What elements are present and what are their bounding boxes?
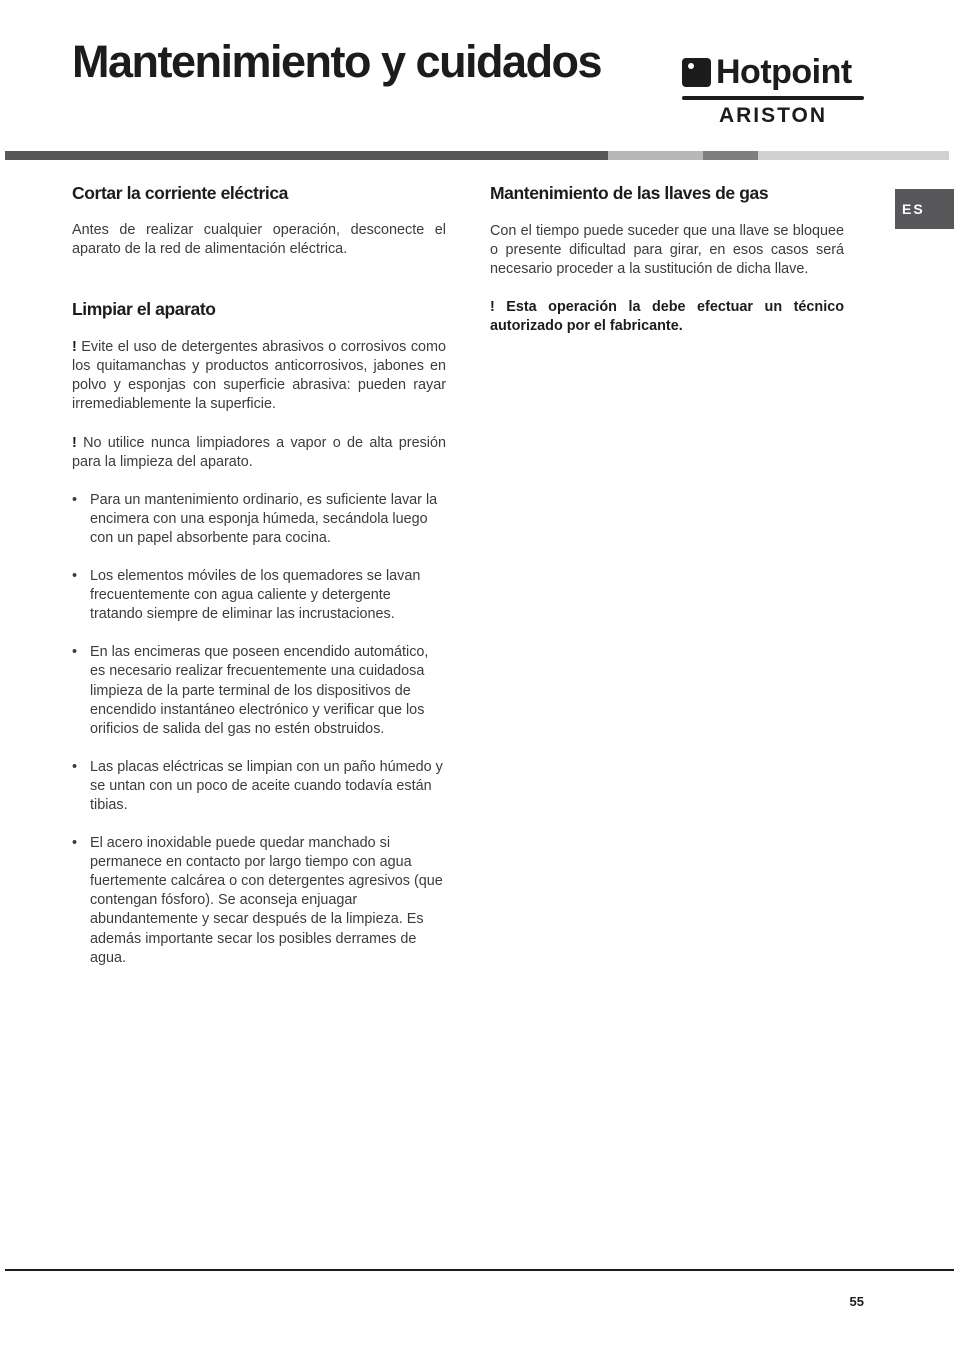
footer-rule (5, 1269, 954, 1271)
hotpoint-ariston-logo (682, 52, 864, 132)
warning-abrasives-text: Evite el uso de detergentes abrasivos o corrosivos como los quitamanchas y productos anticorrosivos, jabones en polvo y esponjas con superficie abrasiva: pueden rayar irremediablemente la superficie. (72, 339, 447, 413)
section-text-gas-taps: Con el tiempo puede suceder que una llave se bloquee o presente dificultad para girar, en esos casos será necesario proceder a la sustitución de dicha llave. (490, 223, 844, 278)
cleaning-list (72, 491, 446, 968)
page-title: Mantenimiento y cuidados (72, 36, 602, 87)
logo-rule (682, 96, 864, 100)
bar-segment-dark (5, 151, 608, 160)
header-color-bar (5, 151, 949, 160)
warning-icon: ! (72, 434, 77, 451)
warning-steam-text: No utilice nunca limpiadores a vapor o de alta presión para la limpieza del aparato. (72, 434, 446, 470)
right-column (490, 180, 844, 336)
list-item: • En las encimeras que poseen encendido automático, es necesario realizar frecuentemente una cuidadosa limpieza de la parte terminal de los dispositivos de encendido instantáneo electrónico y verificar que los orificios de salida del gas no estén obstruidos. (72, 643, 446, 738)
section-heading-cleaning: Limpiar el aparato (72, 299, 216, 320)
page-number: 55 (849, 1294, 864, 1309)
warning-abrasives (72, 338, 446, 414)
logo-wordmark: Hotpoint (716, 53, 852, 91)
section-text-power: Antes de realizar cualquier operación, desconecte el aparato de la red de alimentación eléctrica. (72, 222, 446, 258)
list-item: • Las placas eléctricas se limpian con un paño húmedo y se untan con un poco de aceite cuando todavía están tibias. (72, 758, 446, 815)
list-item: • Los elementos móviles de los quemadores se lavan frecuentemente con agua caliente y detergente tratando siempre de eliminar las incrustaciones. (72, 567, 446, 624)
warning-icon: ! (72, 339, 77, 356)
section-heading-power: Cortar la corriente eléctrica (72, 183, 289, 203)
warning-steam (72, 434, 446, 472)
logo-subtitle: ARISTON (718, 104, 828, 127)
logo-mark-icon (682, 58, 711, 87)
bar-segment-light (608, 151, 703, 160)
list-item: • El acero inoxidable puede quedar manchado si permanece en contacto por largo tiempo con agua fuertemente calcárea o con detergentes agresivos (que contengan fósforo). Se aconseja enjuagar abundantemente y secar después de la limpieza. Es además importante secar los posibles derrames de agua. (72, 834, 446, 968)
section-heading-gas-taps: Mantenimiento de las llaves de gas (490, 183, 769, 203)
left-column (72, 180, 446, 987)
bar-segment-mid (703, 151, 758, 160)
bar-segment-pale (758, 151, 949, 160)
technician-note: ! Esta operación la debe efectuar un técnico autorizado por el fabricante. (490, 299, 844, 335)
language-tab: ES (895, 189, 954, 229)
list-item: • Para un mantenimiento ordinario, es suficiente lavar la encimera con una esponja húmeda, secándola luego con un papel absorbente para cocina. (72, 491, 446, 548)
